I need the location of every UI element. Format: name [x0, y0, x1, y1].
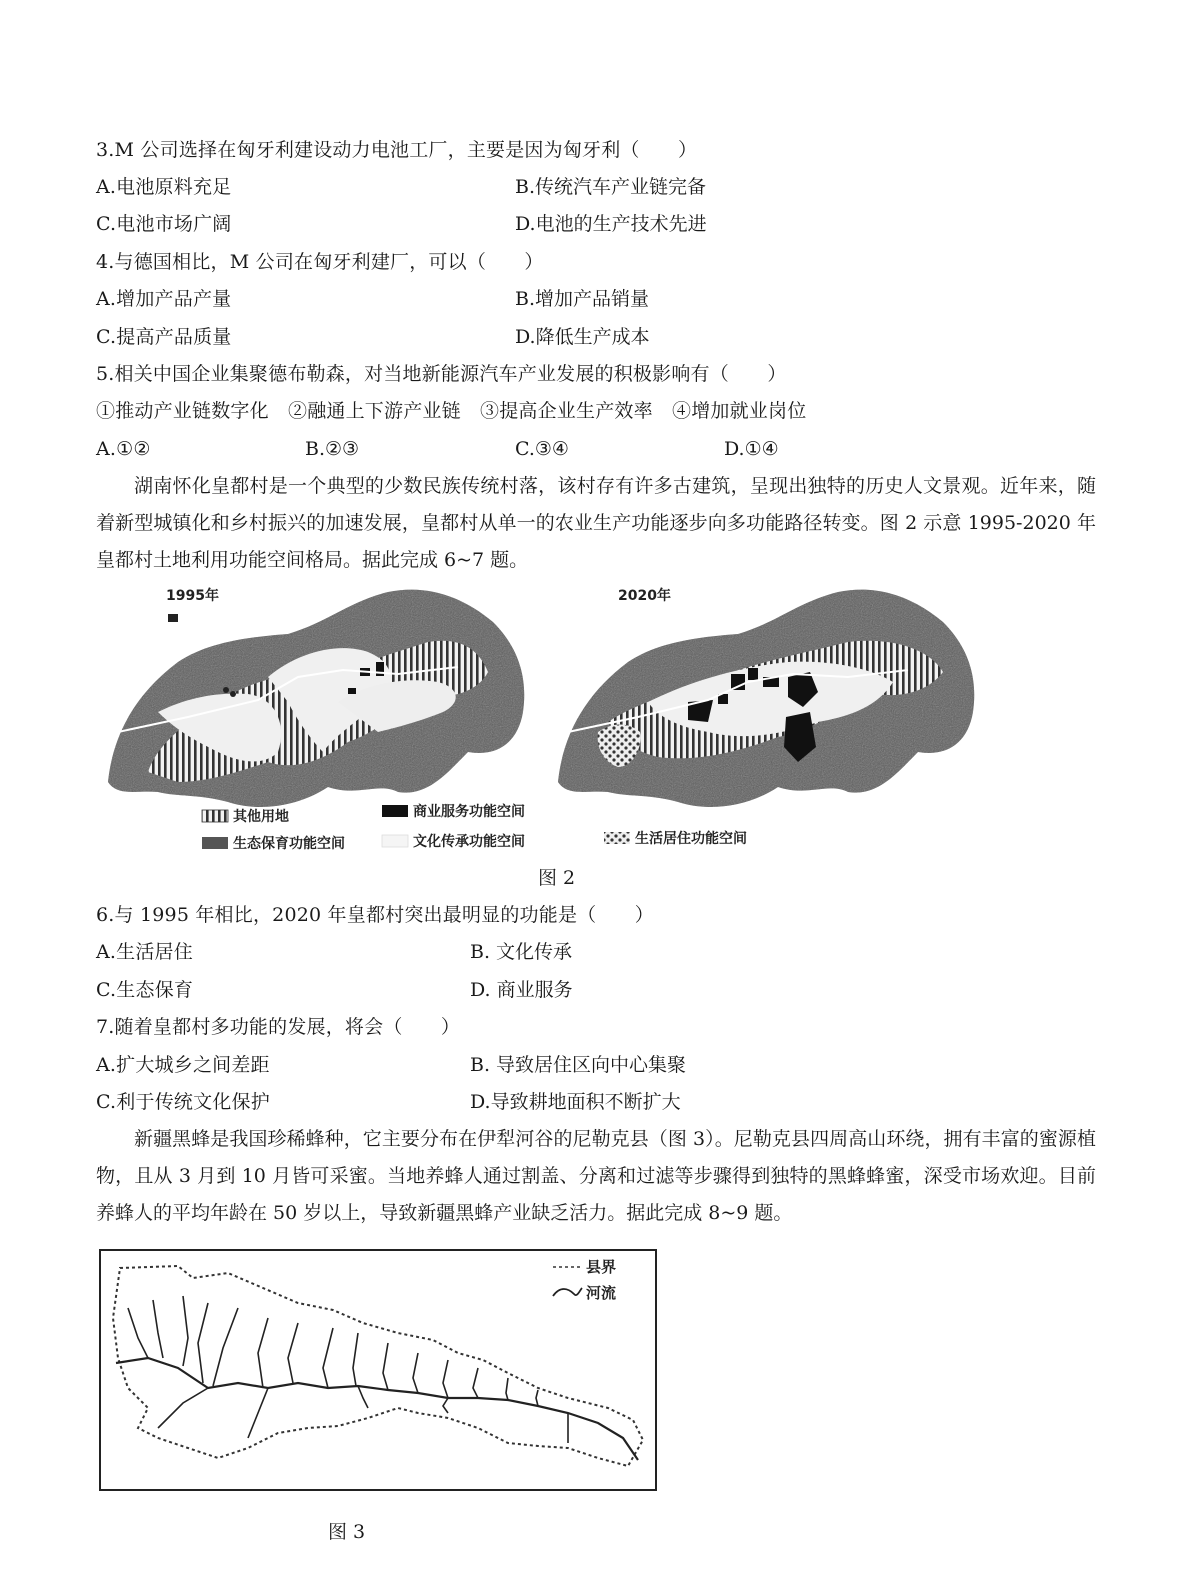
legend-swatch-commerce	[382, 805, 408, 817]
q4-stem: 4.与德国相比，M 公司在匈牙利建厂，可以（ ）	[96, 251, 544, 273]
q6-option-c: C.生态保育	[96, 979, 194, 1001]
q3-option-c: C.电池市场广阔	[96, 213, 232, 235]
q7-option-b: B. 导致居住区向中心集聚	[470, 1054, 687, 1076]
figure2-year-2020: 2020年	[618, 588, 671, 604]
q3-option-a: A.电池原料充足	[96, 176, 232, 198]
q3-option-b: B.传统汽车产业链完备	[515, 176, 707, 198]
legend-river: 河流	[586, 1284, 617, 1302]
q5-items: ①推动产业链数字化 ②融通上下游产业链 ③提高企业生产效率 ④增加就业岗位	[96, 400, 807, 422]
q3-option-d: D.电池的生产技术先进	[515, 213, 707, 235]
passage-huangdu: 湖南怀化皇都村是一个典型的少数民族传统村落，该村存有许多古建筑，呈现出独特的历史人文景观。近年来，随着新型城镇化和乡村振兴的加速发展，皇都村从单一的农业生产功能逐步向多功能路径转变。图 2 示意 1995-2020 年皇都村土地利用功能空间格局。据此完成 6~7 题。	[96, 475, 1096, 571]
q7-stem: 7.随着皇都村多功能的发展，将会（ ）	[96, 1016, 461, 1038]
q7-option-a: A.扩大城乡之间差距	[96, 1054, 270, 1076]
legend-swatch-culture	[382, 835, 408, 847]
legend-ecology: 生态保育功能空间	[233, 836, 345, 852]
passage-xinjiang-black-bee: 新疆黑蜂是我国珍稀蜂种，它主要分布在伊犁河谷的尼勒克县（图 3）。尼勒克县四周高山环绕，拥有丰富的蜜源植物，且从 3 月到 10 月皆可采蜜。当地养蜂人通过割盖、分离和过滤等步骤得到独特的黑蜂蜂蜜，深受市场欢迎。目前养蜂人的平均年龄在 50 岁以上，导致新疆黑蜂产业缺乏活力。据此完成 8~9 题。	[96, 1128, 1096, 1224]
q4-option-a: A.增加产品产量	[96, 288, 232, 310]
q4-option-d: D.降低生产成本	[515, 326, 650, 348]
legend-swatch-other	[202, 810, 228, 822]
q3-stem: 3.M 公司选择在匈牙利建设动力电池工厂，主要是因为匈牙利（ ）	[96, 139, 698, 161]
legend-other: 其他用地	[233, 809, 289, 825]
q7-option-d: D.导致耕地面积不断扩大	[470, 1091, 681, 1113]
map-1995	[108, 590, 524, 807]
q7-option-c: C.利于传统文化保护	[96, 1091, 270, 1113]
legend-swatch-living	[604, 832, 630, 844]
figure2-year-1995: 1995年	[166, 588, 219, 604]
figure2-legend	[202, 803, 747, 852]
q5-option-d: D.①④	[724, 438, 779, 460]
q5-stem: 5.相关中国企业集聚德布勒森，对当地新能源汽车产业发展的积极影响有（ ）	[96, 363, 787, 385]
q5-option-c: C.③④	[515, 438, 569, 460]
figure-2-land-use-map	[98, 582, 978, 862]
q6-option-a: A.生活居住	[96, 941, 193, 963]
q6-option-d: D. 商业服务	[470, 979, 573, 1001]
legend-commerce: 商业服务功能空间	[413, 804, 525, 820]
legend-county-border: 县界	[586, 1258, 617, 1276]
q6-option-b: B. 文化传承	[470, 941, 573, 963]
figure-3-nilka-map	[98, 1248, 660, 1494]
figure-2-caption: 图 2	[538, 867, 576, 889]
q4-option-c: C.提高产品质量	[96, 326, 232, 348]
q5-option-b: B.②③	[305, 438, 360, 460]
legend-culture: 文化传承功能空间	[413, 834, 525, 850]
q4-option-b: B.增加产品销量	[515, 288, 650, 310]
legend-swatch-ecology	[202, 837, 228, 849]
figure-3-caption: 图 3	[328, 1521, 366, 1543]
legend-living: 生活居住功能空间	[635, 831, 747, 847]
map-2020	[558, 590, 974, 807]
q6-stem: 6.与 1995 年相比，2020 年皇都村突出最明显的功能是（ ）	[96, 904, 654, 926]
q5-option-a: A.①②	[96, 438, 151, 460]
